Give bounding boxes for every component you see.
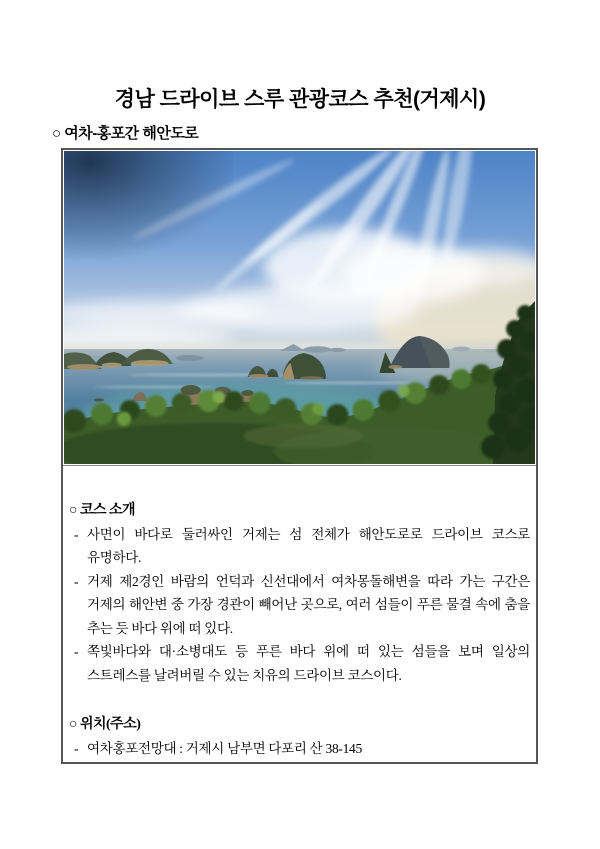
location-heading: ○ 위치(주소) [69,717,141,732]
item-text: 쪽빛바다와 대·소병대도 등 푸른 바다 위에 떠 있는 섬들을 보며 일상의 스트레스를 날려버릴 수 있는 치유의 드라이브 코스이다. [87,644,530,683]
sky [64,151,535,374]
item-marker: - [74,526,79,542]
content-table [61,148,538,764]
coastal-landscape-photo [64,151,535,464]
item-text: 여차홍포전망대 : 거제시 남부면 다포리 산 38-145 [87,740,362,756]
item-text: 사면이 바다로 둘러싸인 거제는 섬 전체가 해안도로로 드라이브 코스로 유명하다. [87,526,530,565]
course-intro-list [69,523,530,688]
location-list [69,737,530,761]
page-title: 경남 드라이브 스루 관광코스 추천(거제시) [114,88,486,111]
item-marker: - [74,573,79,589]
photo-cell [63,150,536,466]
list-item [69,640,530,687]
list-item [69,737,530,761]
item-marker: - [74,644,79,659]
list-item [69,523,530,570]
item-text: 거제 제2경인 바람의 언덕과 신선대에서 여차몽돌해변을 따라 가는 구간은 거제의 해안변 중 가장 경관이 빼어난 곳으로, 여러 섬들이 푸른 물결 속에 춤을 추는 듯 바다 위에 떠 있다. [87,573,530,636]
course-intro-heading: ○ 코스 소개 [69,503,136,518]
item-marker: - [74,740,79,756]
text-cell [63,466,536,760]
section-subtitle: ○ 여차-홍포간 해안도로 [52,125,199,142]
list-item [69,570,530,641]
